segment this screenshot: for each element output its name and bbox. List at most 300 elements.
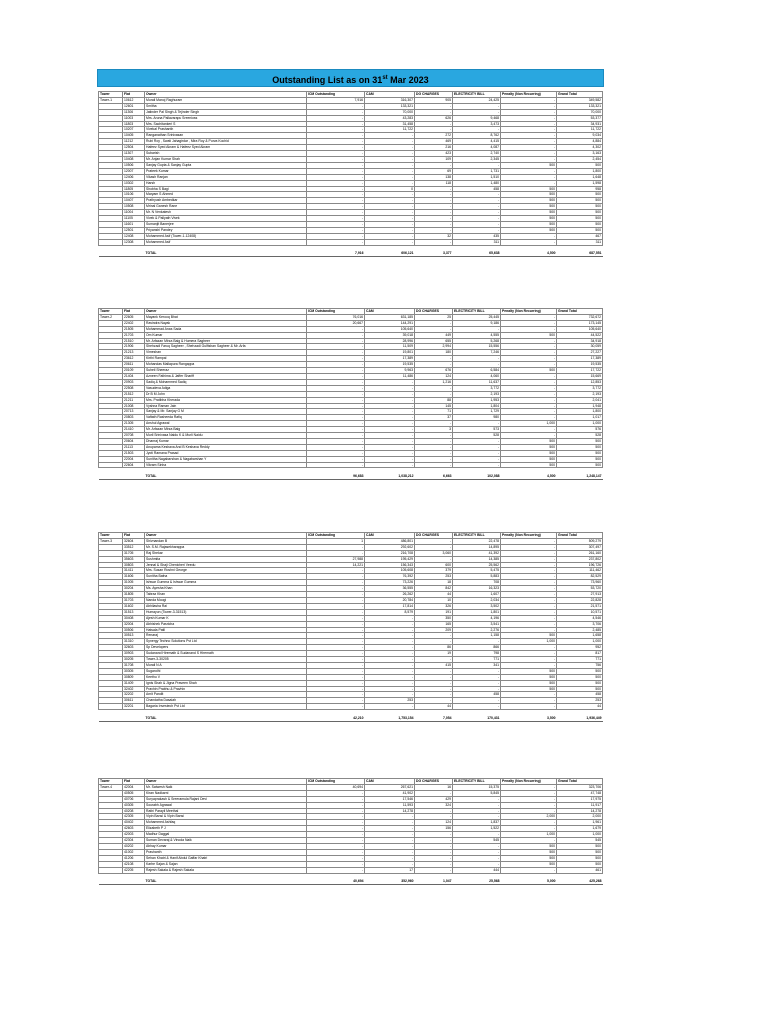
- column-header: Flat: [123, 779, 145, 785]
- amount-cell: 118: [415, 180, 453, 186]
- amount-cell: -: [307, 615, 365, 621]
- amount-cell: 1,804: [453, 403, 501, 409]
- amount-cell: 27,227: [557, 350, 603, 356]
- amount-cell: -: [307, 115, 365, 121]
- column-header: Penalty (Non Recurring): [501, 92, 557, 98]
- amount-cell: 5,845: [453, 790, 501, 796]
- amount-cell: -: [415, 103, 453, 109]
- amount-cell: 486,801: [365, 538, 415, 544]
- amount-cell: -: [415, 356, 453, 362]
- amount-cell: -: [501, 662, 557, 668]
- amount-cell: 267,621: [365, 784, 415, 790]
- amount-cell: 209: [415, 627, 453, 633]
- total-amount: 1,248,147: [557, 473, 603, 480]
- amount-cell: -: [307, 550, 365, 556]
- amount-cell: -: [365, 615, 415, 621]
- amount-cell: -: [365, 686, 415, 692]
- owner-cell: Ravindra Nayak: [145, 320, 307, 326]
- amount-cell: 500: [557, 198, 603, 204]
- owner-cell: Pravhin Prabhu & Pravhin: [145, 686, 307, 692]
- amount-cell: -: [415, 633, 453, 639]
- amount-cell: -: [501, 826, 557, 832]
- owner-cell: Sunitha Bafna: [145, 574, 307, 580]
- amount-cell: -: [365, 145, 415, 151]
- amount-cell: 16: [415, 784, 453, 790]
- amount-cell: 216,708: [365, 550, 415, 556]
- amount-cell: 415: [415, 662, 453, 668]
- amount-cell: 21,571: [557, 603, 603, 609]
- owner-cell: Ignis Shah & Jigna Praveen Shah: [145, 680, 307, 686]
- amount-cell: 40,694: [307, 784, 365, 790]
- amount-cell: 500: [557, 204, 603, 210]
- owner-cell: Vyshna Raman Jain: [145, 403, 307, 409]
- amount-cell: 27,988: [307, 556, 365, 562]
- amount-cell: -: [501, 145, 557, 151]
- amount-cell: 500: [557, 450, 603, 456]
- amount-cell: -: [501, 556, 557, 562]
- owner-cell: Shivnandan B: [145, 538, 307, 544]
- amount-cell: 145: [415, 403, 453, 409]
- amount-cell: 500: [501, 462, 557, 468]
- flat-cell: 11212: [123, 139, 145, 145]
- amount-cell: -: [365, 680, 415, 686]
- flat-cell: 11601: [123, 221, 145, 227]
- total-amount: 687,551: [557, 250, 603, 257]
- amount-cell: 86: [415, 645, 453, 651]
- amount-cell: 1,158: [453, 633, 501, 639]
- amount-cell: -: [365, 456, 415, 462]
- amount-cell: -: [307, 109, 365, 115]
- amount-cell: -: [307, 826, 365, 832]
- owner-cell: Tower-3-30205: [145, 657, 307, 663]
- amount-cell: 500: [501, 456, 557, 462]
- amount-cell: 5,268: [453, 338, 501, 344]
- amount-cell: -: [501, 651, 557, 657]
- amount-cell: 0: [365, 186, 415, 192]
- amount-cell: 11,722: [365, 127, 415, 133]
- owner-cell: Mohandas Mallapura Rangappa: [145, 362, 307, 368]
- amount-cell: -: [453, 109, 501, 115]
- flat-cell: 30408: [123, 615, 145, 621]
- flat-cell: 32202: [123, 692, 145, 698]
- amount-cell: -: [415, 674, 453, 680]
- owner-cell: Vimeshan: [145, 350, 307, 356]
- amount-cell: -: [307, 444, 365, 450]
- amount-cell: 191: [415, 609, 453, 615]
- flat-cell: 40706: [123, 796, 145, 802]
- owner-cell: Ishwar Gumma & Ishwar Gumma: [145, 580, 307, 586]
- amount-cell: 156: [415, 826, 453, 832]
- amount-cell: 9,963: [365, 368, 415, 374]
- amount-cell: -: [365, 662, 415, 668]
- total-amount: 4,500: [501, 473, 557, 480]
- owner-cell: Sushmita: [145, 556, 307, 562]
- amount-cell: -: [365, 204, 415, 210]
- amount-cell: -: [365, 444, 415, 450]
- amount-cell: 196,726: [557, 562, 603, 568]
- amount-cell: -: [453, 843, 501, 849]
- owner-cell: Jatinder Pal Singh & Tejinder Singh: [145, 109, 307, 115]
- flat-cell: 11306: [123, 109, 145, 115]
- owner-cell: Chandatha Dasaiah: [145, 698, 307, 704]
- amount-cell: 4,060: [453, 373, 501, 379]
- amount-cell: -: [415, 210, 453, 216]
- amount-cell: 500: [501, 450, 557, 456]
- amount-cell: -: [415, 808, 453, 814]
- flat-cell: 20109: [123, 368, 145, 374]
- amount-cell: -: [307, 544, 365, 550]
- amount-cell: 173,145: [557, 320, 603, 326]
- column-header: ICM Outstanding: [307, 309, 365, 315]
- amount-cell: 500: [501, 216, 557, 222]
- amount-cell: 5,475: [453, 568, 501, 574]
- amount-cell: 528: [453, 433, 501, 439]
- amount-cell: 272: [415, 133, 453, 139]
- flat-cell: 40305: [123, 802, 145, 808]
- flat-cell: 30204: [123, 586, 145, 592]
- amount-cell: -: [453, 686, 501, 692]
- amount-cell: 732,672: [557, 314, 603, 320]
- amount-cell: 349,582: [557, 97, 603, 103]
- amount-cell: 9,468: [453, 115, 501, 121]
- flat-cell: 12601: [123, 103, 145, 109]
- amount-cell: -: [501, 409, 557, 415]
- amount-cell: -: [501, 326, 557, 332]
- amount-cell: 500: [501, 227, 557, 233]
- amount-cell: 500: [501, 680, 557, 686]
- amount-cell: -: [365, 651, 415, 657]
- amount-cell: 307,497: [557, 544, 603, 550]
- amount-cell: 500: [501, 198, 557, 204]
- amount-cell: 10,571: [557, 609, 603, 615]
- flat-cell: 31708: [123, 662, 145, 668]
- amount-cell: -: [307, 204, 365, 210]
- amount-cell: -: [307, 680, 365, 686]
- amount-cell: 156,343: [365, 562, 415, 568]
- amount-cell: -: [365, 433, 415, 439]
- amount-cell: -: [415, 838, 453, 844]
- amount-cell: -: [365, 239, 415, 245]
- amount-cell: -: [365, 151, 415, 157]
- amount-cell: -: [501, 320, 557, 326]
- flat-cell: 22004: [123, 456, 145, 462]
- amount-cell: 458: [453, 186, 501, 192]
- amount-cell: -: [307, 438, 365, 444]
- amount-cell: -: [307, 338, 365, 344]
- amount-cell: 105,640: [365, 326, 415, 332]
- amount-cell: -: [365, 627, 415, 633]
- flat-cell: 32402: [123, 686, 145, 692]
- amount-cell: 3,060: [415, 550, 453, 556]
- amount-cell: -: [415, 832, 453, 838]
- amount-cell: -: [365, 409, 415, 415]
- amount-cell: 105,640: [557, 326, 603, 332]
- amount-cell: 4,555: [453, 332, 501, 338]
- flat-cell: 23612: [123, 356, 145, 362]
- total-amount: 425,268: [557, 878, 603, 885]
- amount-cell: -: [307, 580, 365, 586]
- amount-cell: -: [501, 621, 557, 627]
- owner-cell: Mrinal Ganesh Rane: [145, 204, 307, 210]
- flat-cell: 31703: [123, 597, 145, 603]
- amount-cell: 3,502: [453, 603, 501, 609]
- amount-cell: 165: [415, 621, 453, 627]
- amount-cell: -: [501, 415, 557, 421]
- amount-cell: 500: [501, 686, 557, 692]
- amount-cell: -: [415, 385, 453, 391]
- amount-cell: 467: [557, 233, 603, 239]
- amount-cell: 19: [415, 651, 453, 657]
- amount-cell: 756: [557, 662, 603, 668]
- amount-cell: 423: [415, 151, 453, 157]
- total-blank-cell: [99, 473, 123, 480]
- total-amount: 7,916: [307, 250, 365, 257]
- flat-cell: 21503: [123, 450, 145, 456]
- amount-cell: -: [453, 674, 501, 680]
- amount-cell: 341: [453, 662, 501, 668]
- amount-cell: -: [453, 808, 501, 814]
- flat-cell: 20611: [123, 362, 145, 368]
- flat-cell: 22508: [123, 385, 145, 391]
- amount-cell: 44: [415, 592, 453, 598]
- amount-cell: -: [365, 227, 415, 233]
- total-amount: 4,500: [501, 250, 557, 257]
- owner-cell: Kirthi Rampal: [145, 356, 307, 362]
- amount-cell: -: [415, 556, 453, 562]
- amount-cell: 17,546: [365, 796, 415, 802]
- flat-cell: 42003: [123, 832, 145, 838]
- amount-cell: -: [453, 438, 501, 444]
- amount-cell: -: [453, 192, 501, 198]
- amount-cell: 1,961: [557, 820, 603, 826]
- amount-cell: -: [365, 233, 415, 239]
- owner-cell: Rubi Roy , Swati Jahagirdar , Mira Roy & Purva Kochid: [145, 139, 307, 145]
- amount-cell: -: [307, 790, 365, 796]
- amount-cell: -: [415, 109, 453, 115]
- amount-cell: 1,000: [501, 421, 557, 427]
- owner-cell: Vipin Bansi & Vipin Bansi: [145, 814, 307, 820]
- amount-cell: 500: [501, 438, 557, 444]
- amount-cell: -: [501, 790, 557, 796]
- amount-cell: -: [415, 421, 453, 427]
- amount-cell: 771: [453, 657, 501, 663]
- amount-cell: 1: [307, 538, 365, 544]
- owner-cell: Murali N A: [145, 662, 307, 668]
- amount-cell: -: [501, 397, 557, 403]
- amount-cell: -: [307, 574, 365, 580]
- column-header: Owner: [145, 779, 307, 785]
- flat-cell: 21703: [123, 332, 145, 338]
- owner-cell: Bagaria Investech Pvt Ltd: [145, 704, 307, 710]
- amount-cell: -: [501, 379, 557, 385]
- flat-cell: 32004: [123, 621, 145, 627]
- amount-cell: -: [501, 115, 557, 121]
- amount-cell: -: [307, 433, 365, 439]
- amount-cell: 449: [415, 332, 453, 338]
- amount-cell: 500: [557, 162, 603, 168]
- amount-cell: -: [415, 121, 453, 127]
- outstanding-table-tower-1: [98, 91, 603, 257]
- total-amount: 42,210: [307, 715, 365, 722]
- amount-cell: -: [501, 133, 557, 139]
- flat-cell: 12408: [123, 233, 145, 239]
- amount-cell: -: [501, 427, 557, 433]
- amount-cell: -: [453, 444, 501, 450]
- amount-cell: 905: [415, 97, 453, 103]
- amount-cell: -: [307, 802, 365, 808]
- column-header: Grand Total: [557, 309, 603, 315]
- amount-cell: 8,579: [365, 609, 415, 615]
- amount-cell: 15,556: [453, 344, 501, 350]
- amount-cell: 47,748: [557, 790, 603, 796]
- amount-cell: 1,800: [557, 409, 603, 415]
- amount-cell: -: [501, 233, 557, 239]
- amount-cell: -: [501, 362, 557, 368]
- amount-cell: -: [307, 174, 365, 180]
- amount-cell: -: [501, 597, 557, 603]
- column-header: Owner: [145, 533, 307, 539]
- total-amount: 1,038,212: [365, 473, 415, 480]
- amount-cell: -: [415, 639, 453, 645]
- amount-cell: -: [307, 156, 365, 162]
- amount-cell: 22,828: [557, 597, 603, 603]
- amount-cell: -: [307, 674, 365, 680]
- column-header: DG CHARGES: [415, 533, 453, 539]
- amount-cell: 500: [557, 216, 603, 222]
- flat-cell: 32603: [123, 645, 145, 651]
- column-header: Penalty (Non Recurring): [501, 779, 557, 785]
- amount-cell: -: [501, 574, 557, 580]
- flat-cell: 11805: [123, 186, 145, 192]
- flat-cell: 10302: [123, 180, 145, 186]
- amount-cell: -: [501, 344, 557, 350]
- amount-cell: 708: [453, 580, 501, 586]
- amount-cell: 500: [501, 204, 557, 210]
- amount-cell: -: [307, 356, 365, 362]
- column-header: ICM Outstanding: [307, 779, 365, 785]
- amount-cell: 25,445: [453, 314, 501, 320]
- owner-cell: Mr. Arfazan Mirza Baig: [145, 427, 307, 433]
- amount-cell: 545: [557, 838, 603, 844]
- amount-cell: -: [501, 867, 557, 873]
- amount-cell: -: [501, 109, 557, 115]
- amount-cell: -: [415, 692, 453, 698]
- flat-cell: 20803: [123, 415, 145, 421]
- tower-cell: Tower-2: [99, 314, 123, 320]
- amount-cell: -: [365, 180, 415, 186]
- amount-cell: -: [307, 421, 365, 427]
- amount-cell: 311: [453, 239, 501, 245]
- amount-cell: 37: [415, 415, 453, 421]
- amount-cell: 19,801: [365, 350, 415, 356]
- amount-cell: 500: [501, 861, 557, 867]
- amount-cell: 88: [415, 397, 453, 403]
- owner-cell: Prashanth: [145, 849, 307, 855]
- amount-cell: -: [415, 433, 453, 439]
- amount-cell: 14,278: [557, 808, 603, 814]
- amount-cell: -: [307, 645, 365, 651]
- amount-cell: -: [501, 356, 557, 362]
- owner-cell: Mr. Satwesh Naik: [145, 784, 307, 790]
- amount-cell: -: [307, 139, 365, 145]
- amount-cell: -: [307, 239, 365, 245]
- total-amount: 96,683: [307, 473, 365, 480]
- amount-cell: 73,226: [365, 580, 415, 586]
- amount-cell: -: [501, 239, 557, 245]
- amount-cell: 14,385: [453, 556, 501, 562]
- amount-cell: 16,323: [453, 586, 501, 592]
- amount-cell: -: [365, 133, 415, 139]
- amount-cell: -: [307, 198, 365, 204]
- owner-cell: Anupama Keshava And B Keshava Reddy: [145, 444, 307, 450]
- amount-cell: -: [453, 462, 501, 468]
- amount-cell: -: [307, 796, 365, 802]
- amount-cell: -: [365, 391, 415, 397]
- tower-cell: Tower-3: [99, 538, 123, 544]
- flat-cell: 22604: [123, 462, 145, 468]
- amount-cell: -: [415, 391, 453, 397]
- total-row: [99, 878, 603, 885]
- amount-cell: -: [453, 127, 501, 133]
- amount-cell: 1,216: [415, 379, 453, 385]
- amount-cell: 31,458: [365, 121, 415, 127]
- amount-cell: -: [365, 156, 415, 162]
- amount-cell: -: [307, 698, 365, 704]
- amount-cell: 11,486: [365, 373, 415, 379]
- amount-cell: 379: [415, 568, 453, 574]
- amount-cell: -: [501, 609, 557, 615]
- amount-cell: -: [365, 814, 415, 820]
- flat-cell: 20604: [123, 438, 145, 444]
- amount-cell: -: [307, 603, 365, 609]
- column-header: Owner: [145, 309, 307, 315]
- owner-cell: Sudanand Hiremath & Sudanand S Hiremath: [145, 651, 307, 657]
- flat-cell: 10106: [123, 192, 145, 198]
- owner-cell: Priyanshi Pandey: [145, 227, 307, 233]
- amount-cell: -: [307, 133, 365, 139]
- owner-cell: Maryam S Ahmed: [145, 192, 307, 198]
- amount-cell: -: [415, 362, 453, 368]
- amount-cell: -: [307, 586, 365, 592]
- amount-cell: -: [501, 403, 557, 409]
- amount-cell: 133,321: [557, 103, 603, 109]
- amount-cell: 4,196: [453, 615, 501, 621]
- owner-cell: Humayun (Tower-3-31513): [145, 609, 307, 615]
- owner-cell: Mr. Arfazan Mirza Baig & Humera Sagheer: [145, 338, 307, 344]
- amount-cell: -: [307, 861, 365, 867]
- amount-cell: 2,041: [557, 397, 603, 403]
- amount-cell: -: [365, 692, 415, 698]
- owner-cell: Prathyush Ambedkar: [145, 198, 307, 204]
- column-header: Tower: [99, 309, 123, 315]
- flat-cell: 31310: [123, 639, 145, 645]
- total-amount: 1,936,449: [557, 715, 603, 722]
- amount-cell: -: [415, 456, 453, 462]
- flat-cell: 12406: [123, 174, 145, 180]
- owner-cell: Anshul Agrawal: [145, 421, 307, 427]
- amount-cell: -: [307, 568, 365, 574]
- amount-cell: 28,996: [365, 338, 415, 344]
- amount-cell: 3,473: [453, 121, 501, 127]
- owner-cell: Vikram Sinha: [145, 462, 307, 468]
- amount-cell: 76,392: [365, 574, 415, 580]
- amount-cell: -: [365, 221, 415, 227]
- amount-cell: 44: [557, 704, 603, 710]
- amount-cell: 14,221: [307, 562, 365, 568]
- flat-cell: 21510: [123, 338, 145, 344]
- amount-cell: -: [415, 668, 453, 674]
- amount-cell: -: [415, 814, 453, 820]
